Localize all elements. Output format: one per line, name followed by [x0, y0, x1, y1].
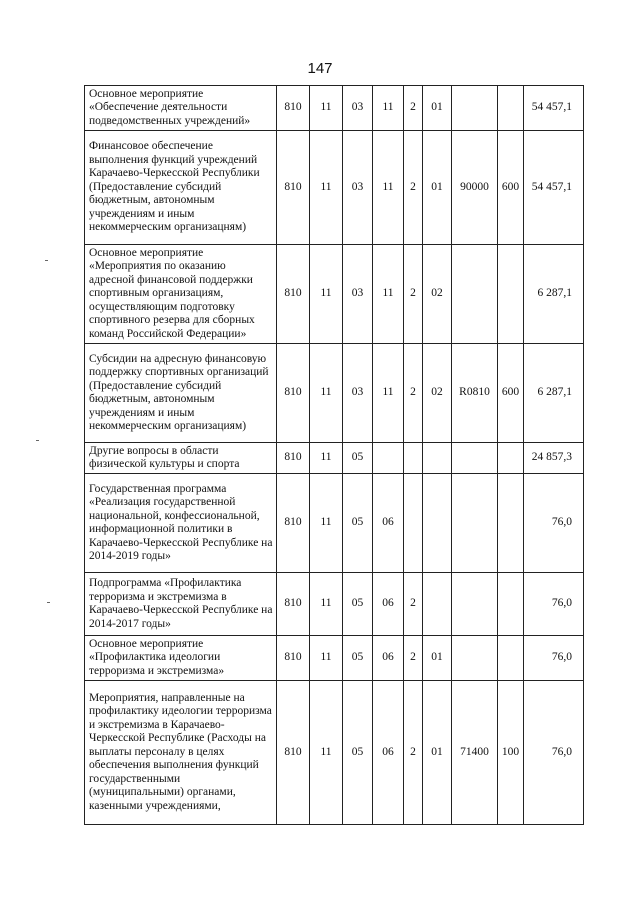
scan-mark — [36, 440, 39, 441]
code-subprogram: 2 — [404, 344, 423, 443]
code-section: 11 — [310, 443, 343, 474]
code-section: 11 — [310, 245, 343, 344]
code-event: 02 — [423, 245, 452, 344]
row-sum: 54 457,1 — [524, 131, 584, 245]
table-row — [85, 681, 584, 825]
code-expense-type — [498, 443, 524, 474]
code-event — [423, 573, 452, 636]
row-sum: 76,0 — [524, 681, 584, 825]
row-name: Финансовое обеспечение выполнения функций учреждений Карачаево-Черкесской Республики (Предоставление субсидий бюджетным, автономным учреждениям и иным некоммерческим организацням) — [85, 131, 277, 245]
code-subsection: 05 — [343, 443, 373, 474]
code-program: 11 — [373, 86, 404, 131]
code-program: 11 — [373, 245, 404, 344]
row-sum: 76,0 — [524, 573, 584, 636]
code-subprogram: 2 — [404, 573, 423, 636]
row-name: Субсидии на адресную финансовую поддержку спортивных организаций (Предоставление субсидий бюджетным, автономным учреждениям и иным некоммерческим организациям) — [85, 344, 277, 443]
scan-mark — [47, 602, 50, 603]
table-row — [85, 573, 584, 636]
code-program: 06 — [373, 474, 404, 573]
code-event: 01 — [423, 86, 452, 131]
code-event — [423, 474, 452, 573]
table-body — [85, 86, 584, 825]
code-subprogram: 2 — [404, 681, 423, 825]
code-direction: 90000 — [452, 131, 498, 245]
code-direction — [452, 443, 498, 474]
row-name: Основное мероприятие «Профилактика идеологии терроризма и экстремизма» — [85, 636, 277, 681]
code-expense-type — [498, 573, 524, 636]
code-direction — [452, 573, 498, 636]
code-expense-type: 600 — [498, 344, 524, 443]
code-ministry: 810 — [277, 636, 310, 681]
row-name: Основное мероприятие «Мероприятия по оказанию адресной финансовой поддержки спортивным организациям, осуществляющим подготовку спортивного резерва для сборных команд Российской Федерации» — [85, 245, 277, 344]
code-direction — [452, 474, 498, 573]
table-row — [85, 474, 584, 573]
code-event: 01 — [423, 681, 452, 825]
code-program: 11 — [373, 131, 404, 245]
code-section: 11 — [310, 131, 343, 245]
code-subsection: 03 — [343, 245, 373, 344]
code-direction — [452, 86, 498, 131]
code-subprogram: 2 — [404, 245, 423, 344]
row-sum: 6 287,1 — [524, 344, 584, 443]
code-expense-type: 100 — [498, 681, 524, 825]
code-section: 11 — [310, 573, 343, 636]
table-row — [85, 86, 584, 131]
row-sum: 76,0 — [524, 636, 584, 681]
code-section: 11 — [310, 636, 343, 681]
table-row — [85, 344, 584, 443]
code-ministry: 810 — [277, 681, 310, 825]
code-program: 06 — [373, 573, 404, 636]
code-subsection: 05 — [343, 681, 373, 825]
page-number: 147 — [307, 60, 333, 77]
code-direction: 71400 — [452, 681, 498, 825]
budget-table — [84, 85, 584, 825]
code-ministry: 810 — [277, 443, 310, 474]
code-event: 01 — [423, 131, 452, 245]
code-ministry: 810 — [277, 573, 310, 636]
code-expense-type — [498, 86, 524, 131]
code-expense-type — [498, 636, 524, 681]
code-subsection: 03 — [343, 344, 373, 443]
code-expense-type: 600 — [498, 131, 524, 245]
code-direction — [452, 245, 498, 344]
code-program: 06 — [373, 636, 404, 681]
code-event: 01 — [423, 636, 452, 681]
row-name: Государственная программа «Реализация государственной национальной, конфессиональной, информационной политики в Карачаево-Черкесской Республике на 2014-2019 годы» — [85, 474, 277, 573]
code-subsection: 05 — [343, 636, 373, 681]
row-name: Мероприятия, направленные на профилактику идеологии терроризма и экстремизма в Карачаево-Черкесской Республике (Расходы на выплаты персоналу в целях обеспечения выполнения функций государственными (муниципальными) органами, казенными учреждениями, — [85, 681, 277, 825]
code-subsection: 05 — [343, 474, 373, 573]
code-section: 11 — [310, 474, 343, 573]
code-ministry: 810 — [277, 344, 310, 443]
table-row — [85, 131, 584, 245]
code-subsection: 05 — [343, 573, 373, 636]
table-row — [85, 636, 584, 681]
code-ministry: 810 — [277, 474, 310, 573]
code-ministry: 810 — [277, 86, 310, 131]
code-subprogram — [404, 443, 423, 474]
code-subsection: 03 — [343, 131, 373, 245]
code-section: 11 — [310, 344, 343, 443]
scan-mark — [45, 260, 48, 261]
code-direction: R0810 — [452, 344, 498, 443]
row-sum: 54 457,1 — [524, 86, 584, 131]
row-name: Основное мероприятие «Обеспечение деятельности подведомственных учреждений» — [85, 86, 277, 131]
code-direction — [452, 636, 498, 681]
code-subsection: 03 — [343, 86, 373, 131]
code-ministry: 810 — [277, 245, 310, 344]
code-subprogram: 2 — [404, 131, 423, 245]
code-subprogram — [404, 474, 423, 573]
code-event: 02 — [423, 344, 452, 443]
code-program — [373, 443, 404, 474]
table-row — [85, 443, 584, 474]
code-program: 06 — [373, 681, 404, 825]
code-subprogram: 2 — [404, 86, 423, 131]
code-section: 11 — [310, 681, 343, 825]
code-ministry: 810 — [277, 131, 310, 245]
row-name: Другие вопросы в области физической культуры и спорта — [85, 443, 277, 474]
code-event — [423, 443, 452, 474]
row-sum: 6 287,1 — [524, 245, 584, 344]
code-section: 11 — [310, 86, 343, 131]
row-sum: 76,0 — [524, 474, 584, 573]
code-expense-type — [498, 245, 524, 344]
code-program: 11 — [373, 344, 404, 443]
code-subprogram: 2 — [404, 636, 423, 681]
row-name: Подпрограмма «Профилактика терроризма и экстремизма в Карачаево-Черкесской Республике на 2014-2017 годы» — [85, 573, 277, 636]
code-expense-type — [498, 474, 524, 573]
table-row — [85, 245, 584, 344]
row-sum: 24 857,3 — [524, 443, 584, 474]
